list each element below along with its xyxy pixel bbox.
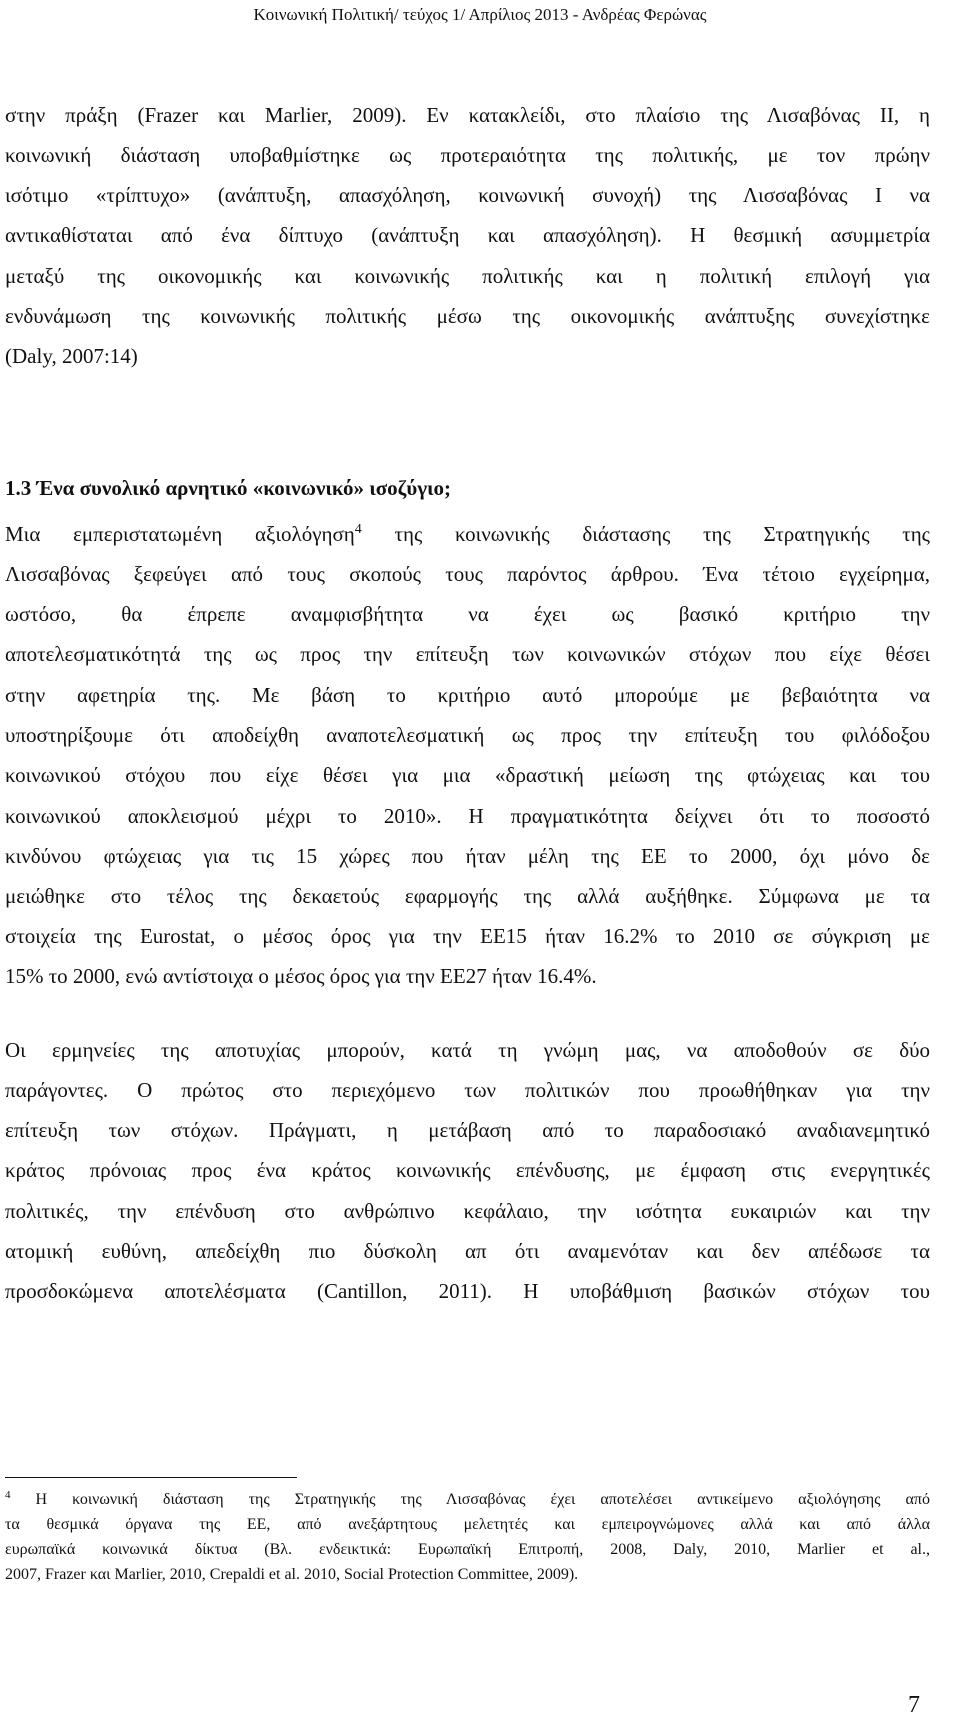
- paragraph-line: ισότιμο «τρίπτυχο» (ανάπτυξη, απασχόληση, κοινωνική συνοχή) της Λισσαβόνας Ι να: [5, 183, 930, 207]
- footnote-text: Η κοινωνική διάσταση της Στρατηγικής της Λισσαβόνας έχει αποτελέσει αντικείμενο αξιολόγησης από: [10, 1491, 930, 1508]
- page-number: 7: [908, 1692, 920, 1718]
- paragraph-line: στην πράξη (Frazer και Marlier, 2009). Εν κατακλείδι, στο πλαίσιο της Λισαβόνας ΙΙ, η: [5, 103, 930, 127]
- footnote-line: τα θεσμικά όργανα της ΕΕ, από ανεξάρτητους μελετητές και εμπειρογνώμονες αλλά και από άλλα: [5, 1516, 930, 1533]
- paragraph-line: πολιτικές, την επένδυση στο ανθρώπινο κεφάλαιο, την ισότητα ευκαιριών και την: [5, 1199, 930, 1223]
- paragraph-line: (Daly, 2007:14): [5, 344, 138, 368]
- footnote-separator: [5, 1477, 297, 1478]
- paragraph-line: προσδοκώμενα αποτελέσματα (Cantillon, 2011). Η υποβάθμιση βασικών στόχων του: [5, 1279, 930, 1303]
- footnote-line: 2007, Frazer και Marlier, 2010, Crepaldi et al. 2010, Social Protection Committee, 2009).: [5, 1566, 579, 1583]
- paragraph-line: [5, 522, 930, 546]
- section-heading: 1.3 Ένα συνολικό αρνητικό «κοινωνικό» ισοζύγιο;: [5, 476, 452, 500]
- footnote-reference[interactable]: 4: [354, 522, 362, 537]
- paragraph-text: της κοινωνικής διάστασης της Στρατηγικής της: [361, 522, 930, 546]
- paragraph-line: Οι ερμηνείες της αποτυχίας μπορούν, κατά τη γνώμη μας, να αποδοθούν σε δύο: [5, 1038, 930, 1062]
- paragraph-line: κοινωνικού αποκλεισμού μέχρι το 2010». Η πραγματικότητα δείχνει ότι το ποσοστό: [5, 804, 930, 828]
- paragraph-line: επίτευξη των στόχων. Πράγματι, η μετάβαση από το παραδοσιακό αναδιανεμητικό: [5, 1118, 930, 1142]
- footnote-line: ευρωπαϊκά κοινωνικά δίκτυα (Βλ. ενδεικτικά: Ευρωπαϊκή Επιτροπή, 2008, Daly, 2010, Marlier et al.,: [5, 1541, 930, 1558]
- running-header: Κοινωνική Πολιτική/ τεύχος 1/ Απρίλιος 2013 - Ανδρέας Φερώνας: [253, 5, 707, 24]
- paragraph-line: υποστηρίξουμε ότι αποδείχθη αναποτελεσματική ως προς την επίτευξη του φιλόδοξου: [5, 723, 930, 747]
- paragraph-line: Λισσαβόνας ξεφεύγει από τους σκοπούς τους παρόντος άρθρου. Ένα τέτοιο εγχείρημα,: [5, 562, 930, 586]
- paragraph-line: κινδύνου φτώχειας για τις 15 χώρες που ήταν μέλη της ΕΕ το 2000, όχι μόνο δε: [5, 844, 930, 868]
- paragraph-line: κοινωνική διάσταση υποβαθμίστηκε ως προτεραιότητα της πολιτικής, με τον πρώην: [5, 143, 930, 167]
- paragraph-line: αντικαθίσταται από ένα δίπτυχο (ανάπτυξη και απασχόληση). Η θεσμική ασυμμετρία: [5, 223, 930, 247]
- paragraph-line: μειώθηκε στο τέλος της δεκαετούς εφαρμογής της αλλά αυξήθηκε. Σύμφωνα με τα: [5, 884, 930, 908]
- paragraph-line: μεταξύ της οικονομικής και κοινωνικής πολιτικής και η πολιτική επιλογή για: [5, 264, 930, 288]
- paragraph-line: 15% το 2000, ενώ αντίστοιχα ο μέσος όρος για την ΕΕ27 ήταν 16.4%.: [5, 964, 597, 988]
- paragraph-line: ατομική ευθύνη, απεδείχθη πιο δύσκολη απ ότι αναμενόταν και δεν απέδωσε τα: [5, 1239, 930, 1263]
- paragraph-line: ενδυνάμωση της κοινωνικής πολιτικής μέσω της οικονομικής ανάπτυξης συνεχίστηκε: [5, 304, 930, 328]
- paragraph-text: Μια εμπεριστατωμένη αξιολόγηση: [5, 522, 355, 546]
- footnote-line: [5, 1490, 930, 1510]
- footnote-number: 4: [5, 1489, 11, 1501]
- paragraph-line: παράγοντες. Ο πρώτος στο περιεχόμενο των πολιτικών που προωθήθηκαν για την: [5, 1078, 930, 1102]
- paragraph-line: κοινωνικού στόχου που είχε θέσει για μια «δραστική μείωση της φτώχειας και του: [5, 763, 930, 787]
- paragraph-line: στοιχεία της Eurostat, ο μέσος όρος για την ΕΕ15 ήταν 16.2% το 2010 σε σύγκριση με: [5, 924, 930, 948]
- paragraph-line: αποτελεσματικότητά της ως προς την επίτευξη των κοινωνικών στόχων που είχε θέσει: [5, 642, 930, 666]
- paragraph-line: στην αφετηρία της. Με βάση το κριτήριο αυτό μπορούμε με βεβαιότητα να: [5, 683, 930, 707]
- paragraph-line: ωστόσο, θα έπρεπε αναμφισβήτητα να έχει ως βασικό κριτήριο την: [5, 602, 930, 626]
- paragraph-line: κράτος πρόνοιας προς ένα κράτος κοινωνικής επένδυσης, με έμφαση στις ενεργητικές: [5, 1158, 930, 1182]
